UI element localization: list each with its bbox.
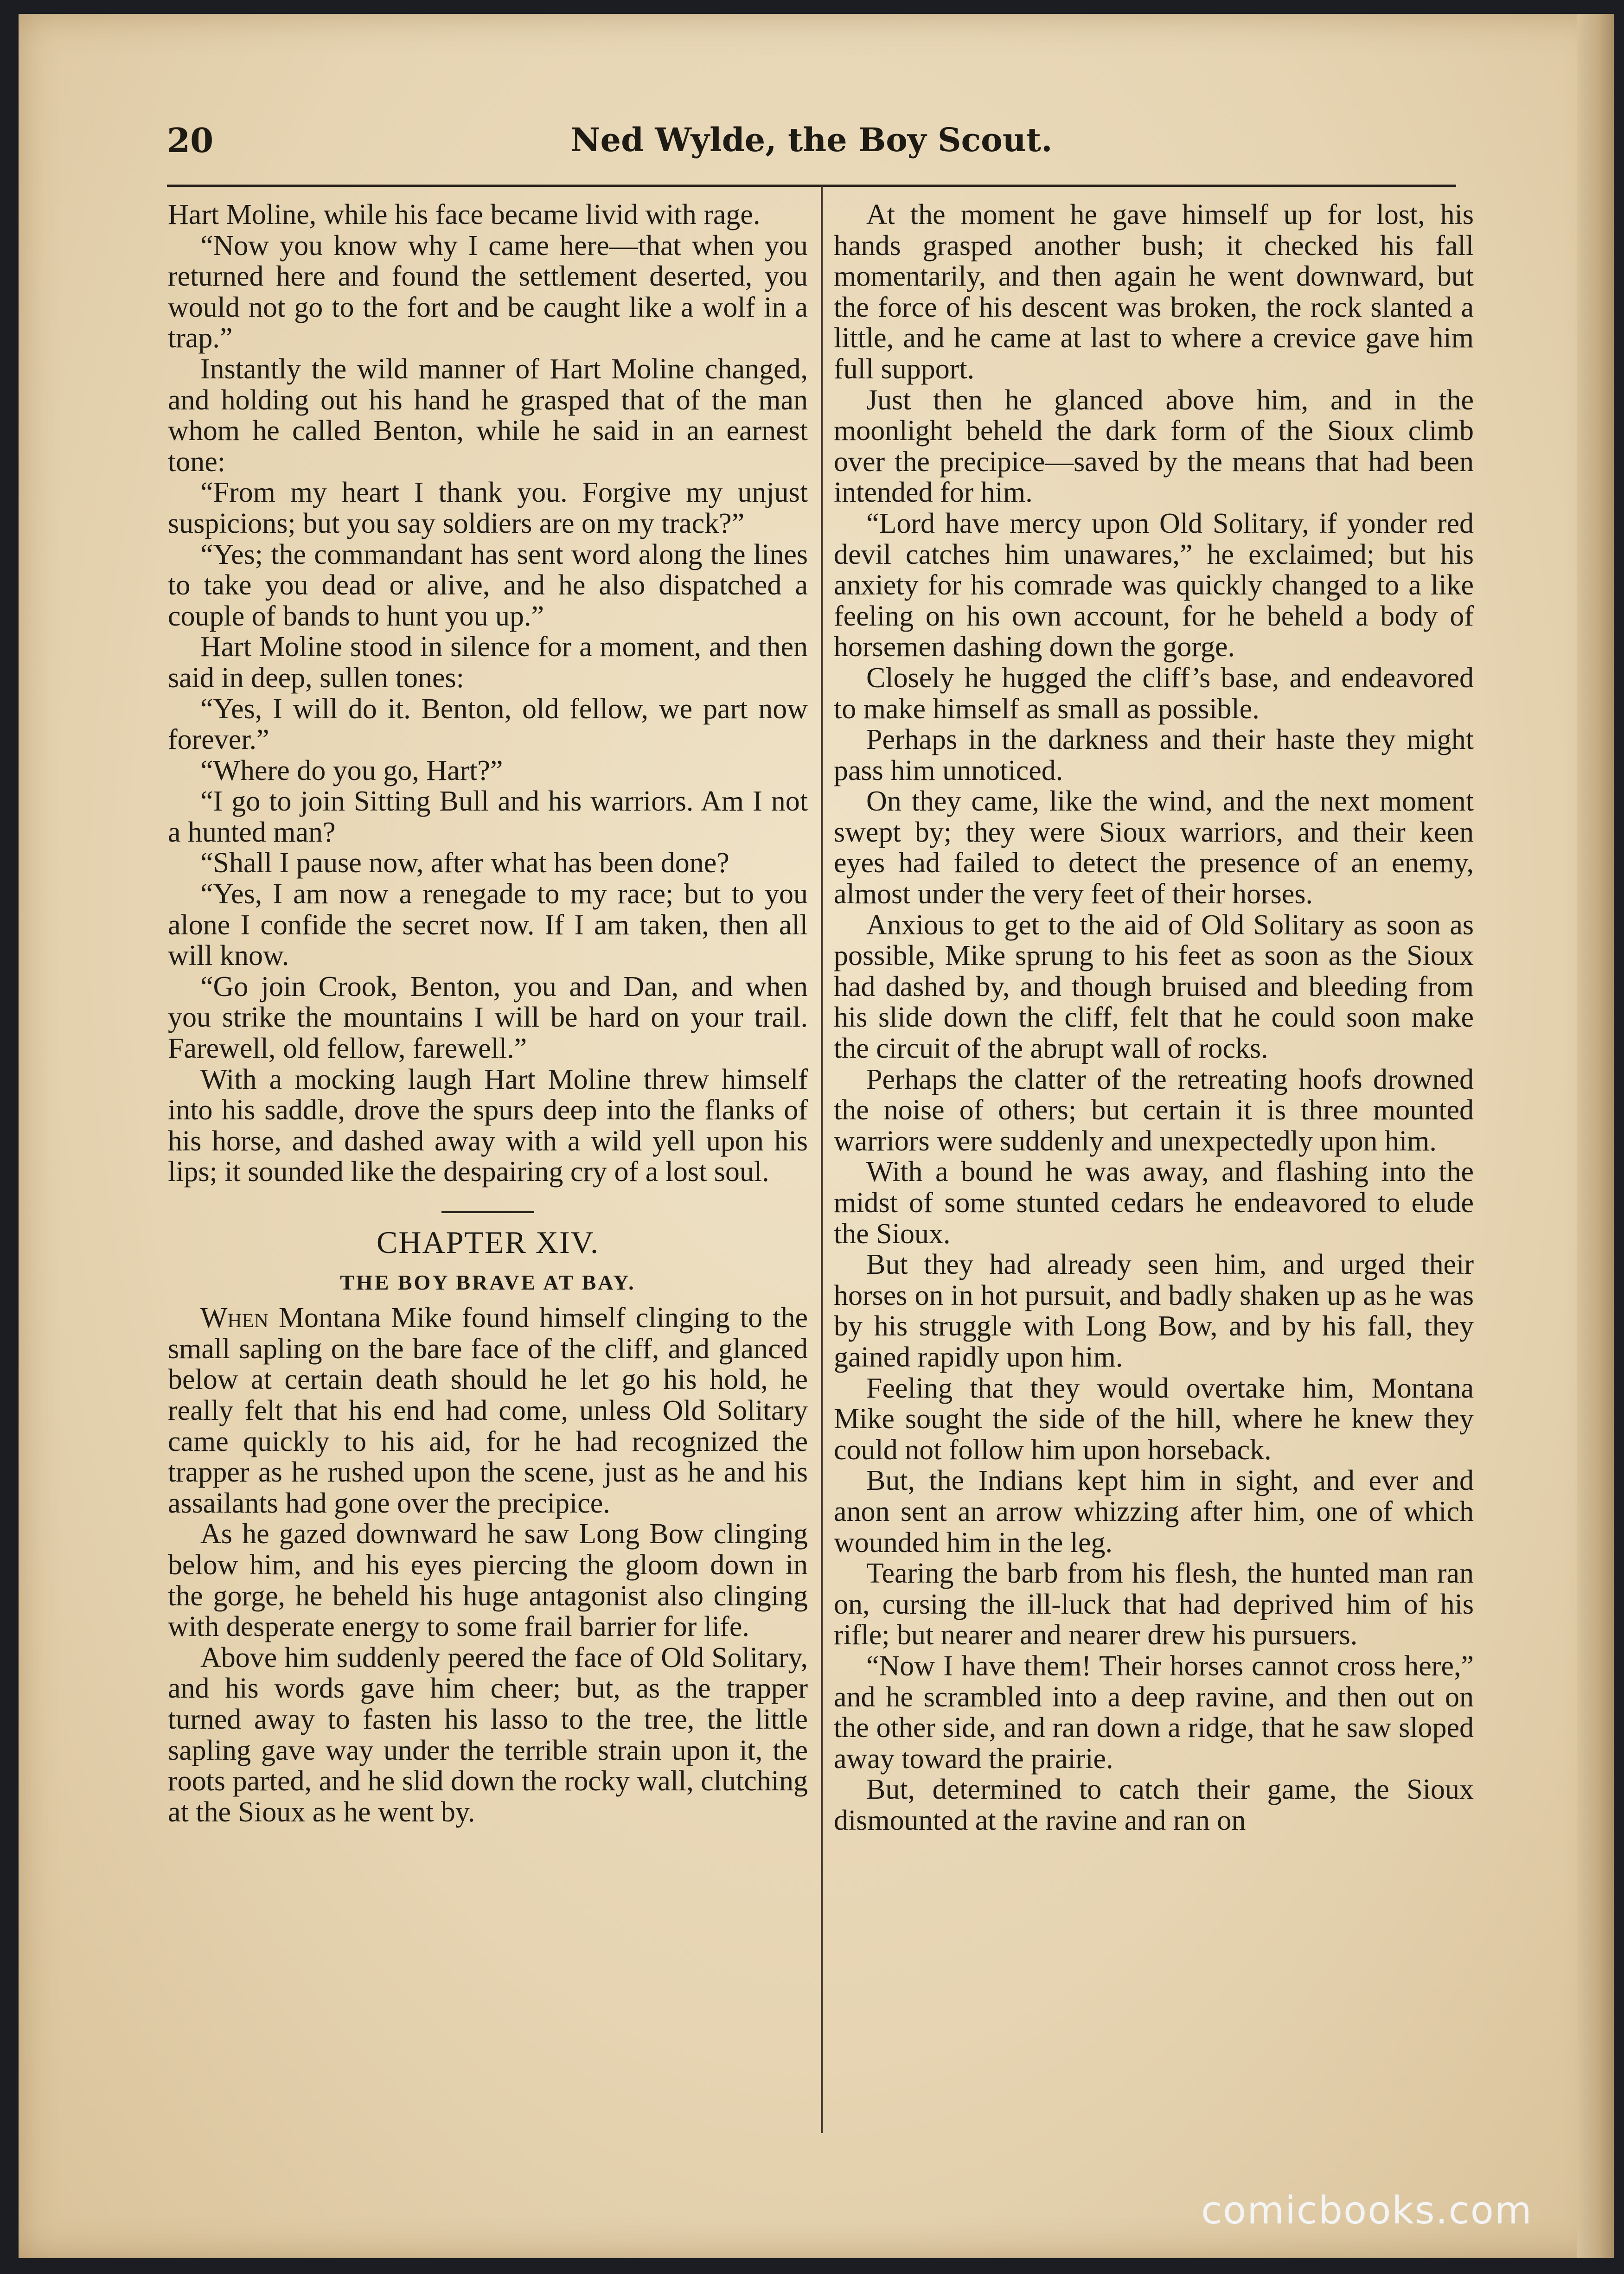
paragraph: Instantly the wild manner of Hart Moline changed, and holding out his hand he grasped that of the man whom he called Benton, while he said in an earnest tone: (168, 353, 808, 478)
paragraph: As he gazed downward he saw Long Bow clinging below him, and his eyes piercing the gloom down in the gorge, he beheld his huge antagonist also clinging with desperate energy to some frail barrier for life. (168, 1518, 808, 1643)
page-header (167, 116, 1456, 172)
header-rule (167, 185, 1456, 187)
paragraph: Anxious to get to the aid of Old Solitary as soon as possible, Mike sprung to his feet as soon as the Sioux had dashed by, and though bruised and bleeding from his slide down the cliff, felt that he could soon make the circuit of the abrupt wall of rocks. (834, 909, 1474, 1065)
paragraph: But, the Indians kept him in sight, and ever and anon sent an arrow whizzing after him, one of which wounded him in the leg. (834, 1465, 1474, 1559)
chapter-first-word: When (200, 1302, 269, 1334)
paragraph: “Now I have them! Their horses cannot cross here,” and he scrambled into a deep ravine, and then out on the other side, and ran down a ridge, that he saw sloped away toward the prairie. (834, 1650, 1474, 1775)
paragraph: “Yes; the commandant has sent word along the lines to take you dead or alive, and he also dispatched a couple of bands to hunt you up.” (168, 538, 808, 632)
paragraph: Feeling that they would overtake him, Montana Mike sought the side of the hill, where he knew they could not follow him upon horseback. (834, 1372, 1474, 1466)
chapter-first-text: Montana Mike found himself clinging to the small sapling on the bare face of the cliff, and glanced below at certain death should he let go his hold, he really felt that his end had come, unless Old Solitary came quickly to his aid, for he had recognized the trapper as he rushed upon the scene, just as he and his assailants had gone over the precipice. (168, 1302, 808, 1519)
paragraph: Hart Moline, while his face became livid with rage. (168, 199, 761, 230)
chapter-title: CHAPTER XIV. (377, 1225, 599, 1260)
paragraph: “Yes, I will do it. Benton, old fellow, we part now forever.” (168, 693, 808, 756)
watermark-text: comicbooks.com (1201, 2189, 1533, 2233)
chapter-opening-paragraph (168, 1303, 808, 1519)
paragraph: “Go join Crook, Benton, you and Dan, and when you strike the mountains I will be hard on your trail. Farewell, old fellow, farewell.” (168, 971, 808, 1065)
paragraph: Tearing the barb from his flesh, the hunted man ran on, cursing the ill-luck that had deprived him of his rifle; but nearer and nearer drew his pursuers. (834, 1558, 1474, 1651)
paragraph: With a mocking laugh Hart Moline threw himself into his saddle, drove the spurs deep into the flanks of his horse, and dashed away with a wild yell upon his lips; it sounded like the despairing cry of a lost soul. (168, 1063, 808, 1188)
paragraph: “From my heart I thank you. Forgive my unjust suspicions; but you say soldiers are on my track?” (168, 477, 808, 539)
page-number: 20 (167, 121, 214, 160)
paragraph: On they came, like the wind, and the next moment swept by; they were Sioux warriors, and their keen eyes had failed to detect the presence of an enemy, almost under the very feet of their horses. (834, 786, 1474, 910)
paragraph: Hart Moline stood in silence for a moment, and then said in deep, sullen tones: (168, 631, 808, 694)
chapter-subtitle: THE BOY BRAVE AT BAY. (340, 1270, 636, 1294)
paragraph: “Now you know why I came here—that when you returned here and found the settlement deserted, you would not go to the fort and be caught like a wolf in a trap.” (168, 230, 808, 354)
paragraph: But, determined to catch their game, the Sioux dismounted at the ravine and ran on (834, 1774, 1474, 1836)
paragraph: At the moment he gave himself up for lost, his hands grasped another bush; it checked his fall momentarily, and then again he went downward, but the force of his descent was broken, the rock slanted a little, and he came at last to where a crevice gave him full support. (834, 199, 1474, 385)
paragraph: “Yes, I am now a renegade to my race; but to you alone I confide the secret now. If I am taken, then all will know. (168, 878, 808, 972)
paragraph: “Shall I pause now, after what has been done? (200, 847, 729, 879)
paragraph: “Where do you go, Hart?” (200, 754, 503, 786)
paragraph: “Lord have mercy upon Old Solitary, if yonder red devil catches him unawares,” he exclaimed; but his anxiety for his comrade was quickly changed to a like feeling on his own account, for he beheld a body of horsemen dashing down the gorge. (834, 507, 1474, 663)
page-edge (1577, 14, 1614, 2258)
column-divider (821, 185, 823, 2133)
paragraph: But they had already seen him, and urged their horses on in hot pursuit, and badly shaken up as he was by his struggle with Long Bow, and by his fall, they gained rapidly upon him. (834, 1249, 1474, 1373)
paragraph: Closely he hugged the cliff’s base, and endeavored to make himself as small as possible. (834, 662, 1474, 725)
right-column (834, 199, 1474, 1836)
paragraph: Perhaps the clatter of the retreating hoofs drowned the noise of others; but certain it is three mounted warriors were suddenly and unexpectedly upon him. (834, 1063, 1474, 1157)
running-title: Ned Wylde, the Boy Scout. (570, 121, 1053, 159)
paragraph: Just then he glanced above him, and in the moonlight beheld the dark form of the Sioux climb over the precipice—saved by the means that had been intended for him. (834, 384, 1474, 509)
chapter-rule (441, 1211, 534, 1213)
paragraph: Perhaps in the darkness and their haste they might pass him unnoticed. (834, 724, 1474, 786)
left-column (168, 199, 808, 1827)
paragraph: “I go to join Sitting Bull and his warriors. Am I not a hunted man? (168, 786, 808, 848)
paragraph: With a bound he was away, and flashing into the midst of some stunted cedars he endeavored to elude the Sioux. (834, 1156, 1474, 1250)
paragraph: Above him suddenly peered the face of Old Solitary, and his words gave him cheer; but, as the trapper turned away to fasten his lasso to the tree, the little sapling gave way under the terrible strain upon it, the roots parted, and he slid down the rocky wall, clutching at the Sioux as he went by. (168, 1642, 808, 1828)
